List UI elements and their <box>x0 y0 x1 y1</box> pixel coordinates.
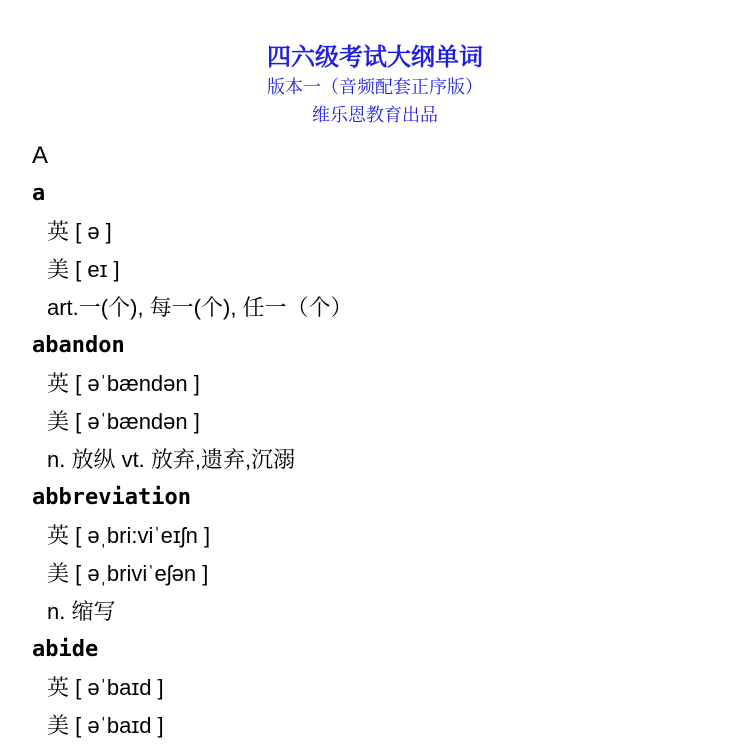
headword: a <box>32 181 46 206</box>
document-title: 四六级考试大纲单词 <box>267 43 483 71</box>
document-subtitle: 版本一（音频配套正序版） <box>267 77 483 98</box>
definition: n. 放纵 vt. 放弃,遗弃,沉溺 <box>47 447 296 472</box>
uk-pronunciation: 英 [ əˌbri:viˈeɪʃn ] <box>47 523 211 548</box>
us-pronunciation: 美 [ əˈbaɪd ] <box>47 713 164 738</box>
word-list <box>32 137 732 745</box>
us-pronunciation: 美 [ əˈbændən ] <box>47 409 200 434</box>
section-letter: A <box>32 142 49 169</box>
headword: abide <box>32 637 99 662</box>
us-pronunciation: 美 [ əˌbriviˈeʃən ] <box>47 561 209 586</box>
uk-pronunciation: 英 [ ə ] <box>47 219 112 244</box>
headword: abbreviation <box>32 485 191 510</box>
headword: abandon <box>32 333 125 358</box>
definition: art.一(个), 每一(个), 任一（个） <box>47 295 353 320</box>
us-pronunciation: 美 [ eɪ ] <box>47 257 120 282</box>
definition: n. 缩写 <box>47 599 116 624</box>
uk-pronunciation: 英 [ əˈbaɪd ] <box>47 675 164 700</box>
word-entry-a <box>32 175 732 327</box>
publisher-line: 维乐恩教育出品 <box>312 105 438 126</box>
word-entry-abandon <box>32 327 732 479</box>
document-header <box>0 40 750 130</box>
word-entry-abbreviation <box>32 479 732 631</box>
uk-pronunciation: 英 [ əˈbændən ] <box>47 371 200 396</box>
word-entry-abide <box>32 631 732 745</box>
